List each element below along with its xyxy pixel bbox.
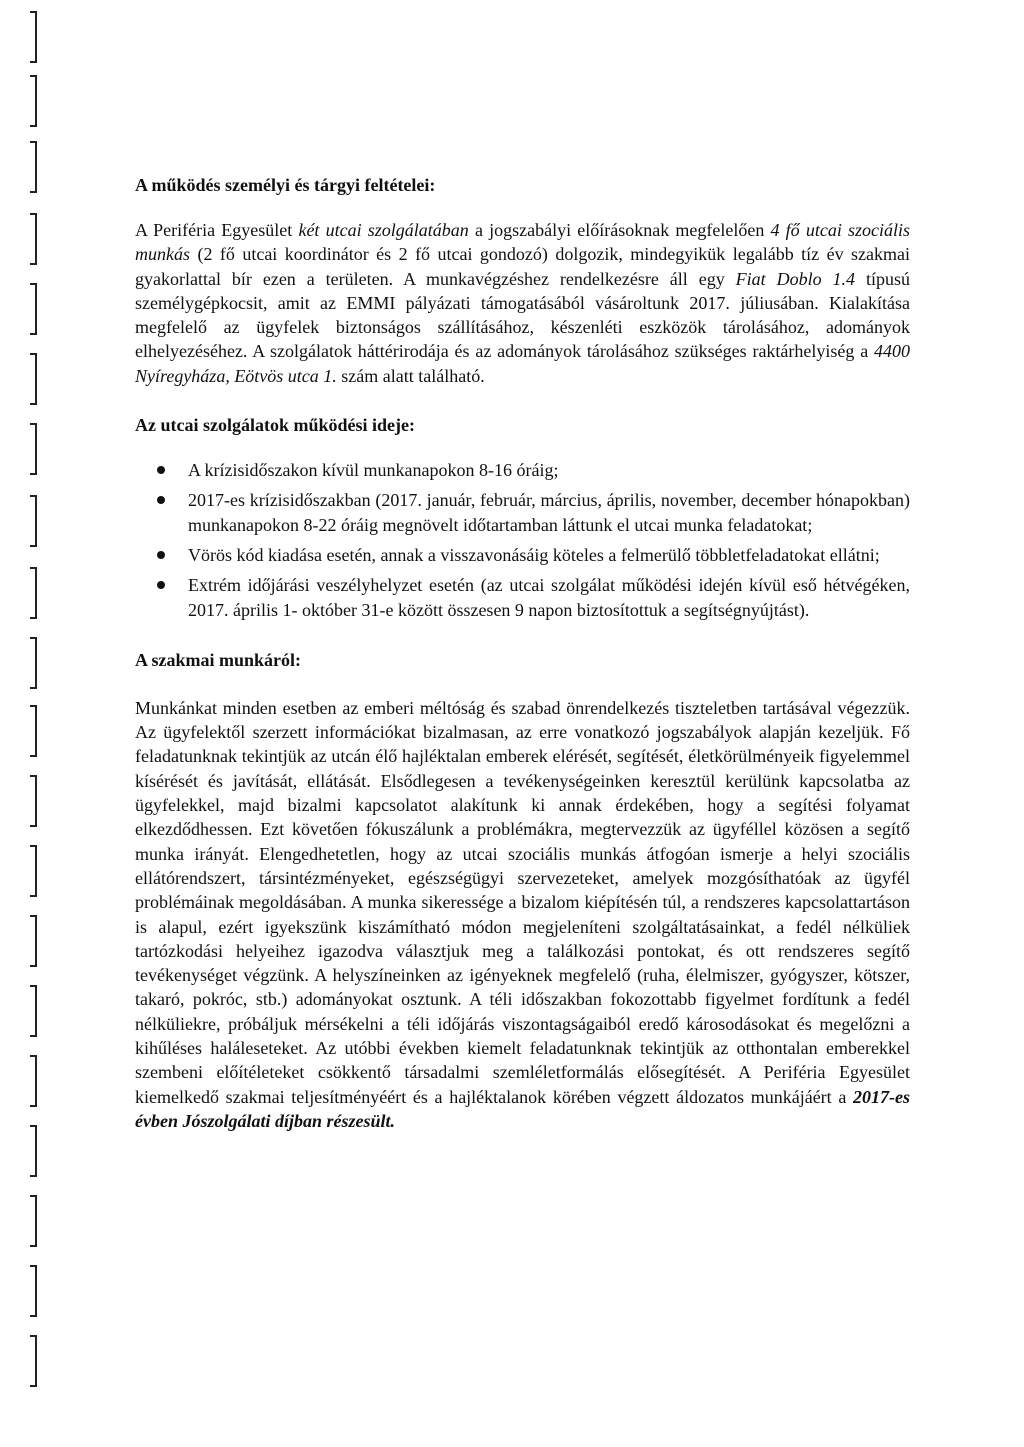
bullet-icon: [157, 581, 165, 589]
bullet-icon: [157, 551, 165, 559]
binder-mark: [20, 8, 44, 68]
section-heading-operating-hours: Az utcai szolgálatok működési ideje:: [135, 415, 415, 436]
text-run: típusú személygépkocsit, amit az EMMI pályázati támogatásából vásároltunk 2017. júliusában. Kialakítása megfelelő az ügyfelek biztonságos szállításához, készenléti eszközök tárolásához, adományok elhelyezéséhez. A szolgálatok háttérirodája és az adományok tárolásához szükséges raktárhelyiség a: [135, 268, 911, 362]
binder-mark: [20, 982, 44, 1042]
bullet-icon: [157, 496, 165, 504]
text-run-bold-italic: 2017-es évben Jószolgálati díjban részesült.: [135, 1086, 910, 1131]
professional-work-paragraph: [135, 696, 910, 1133]
binder-mark: [20, 842, 44, 902]
text-run: szám alatt található.: [336, 365, 485, 386]
binder-mark: [20, 702, 44, 762]
text-run-italic: 4 fő utcai szociális munkás: [135, 220, 911, 265]
list-item: [135, 573, 910, 622]
text-run: A Periféria Egyesület: [135, 220, 299, 240]
section-heading-conditions: A működés személyi és tárgyi feltételei:: [135, 175, 436, 195]
text-run-italic: 4400 Nyíregyháza, Eötvös utca 1.: [135, 341, 910, 386]
list-item: [135, 543, 910, 567]
binder-mark: [20, 420, 44, 480]
binder-mark: [20, 1052, 44, 1112]
text-run: (2 fő utcai koordinátor és 2 fő utcai gondozó) dolgozik, mindegyikük legalább tíz év szakmai gyakorlattal bír ezen a területen. A munkavégzéshez rendelkezésre áll egy: [135, 244, 910, 289]
list-item-text: Extrém időjárási veszélyhelyzet esetén (az utcai szolgálat működési idején kívül eső hétvégéken, 2017. április 1- október 31-e között összesen 9 napon biztosítottuk a segítségnyújtást).: [188, 575, 910, 620]
list-item: [135, 488, 910, 537]
text-run-italic: Fiat Doblo 1.4: [735, 268, 856, 289]
binder-hole-marks: [20, 0, 44, 1447]
list-item-text: A krízisidőszakon kívül munkanapokon 8-16 óráig;: [188, 460, 559, 481]
binder-mark: [20, 772, 44, 832]
text-run-italic: két utcai szolgálatában: [298, 220, 469, 240]
list-item: [135, 458, 910, 482]
conditions-paragraph: [135, 218, 910, 388]
binder-mark: [20, 350, 44, 410]
binder-mark: [20, 492, 44, 552]
binder-mark: [20, 1262, 44, 1322]
binder-mark: [20, 564, 44, 624]
binder-mark: [20, 138, 44, 198]
operating-hours-list: [135, 458, 910, 622]
binder-mark: [20, 280, 44, 340]
list-item-text: Vörös kód kiadása esetén, annak a visszavonásáig köteles a felmerülő többletfeladatokat ellátni;: [188, 544, 880, 565]
binder-mark: [20, 1122, 44, 1182]
binder-mark: [20, 1332, 44, 1392]
bullet-icon: [157, 466, 165, 474]
binder-mark: [20, 210, 44, 270]
text-run: Munkánkat minden esetben az emberi méltóság és szabad önrendelkezés tiszteletben tartásával végezzük. Az ügyfelektől szerzett információkat bizalmasan, az erre vonatkozó jogszabályok alapján kezeljük. Fő feladatunknak tekintjük az utcán élő hajléktalan emberek elérését, segítését, életkörülményeik figyelemmel kísérését és javítását, ellátását. Elsődlegesen a tevékenységeinken keresztül kerülünk kapcsolatba az ügyfelekkel, majd bizalmi kapcsolatot alakítunk ki annak érdekében, hogy a segítési folyamat elkezdődhessen. Ezt követően fókuszálunk a problémákra, megtervezzük az ügyféllel közösen a segítő munka irányát. Elengedhetetlen, hogy az utcai szociális munkás átfogóan ismerje a helyi szociális ellátórendszert, társintézményeket, egészségügyi szervezeteket, amelyek mozgósíthatóak az ügyfél problémáinak megoldásában. A munka sikeressége a bizalom kiépítésén túl, a rendszeres kapcsolattartáson is alapul, ezért igyekszünk kiszámítható módon megjeleníteni szolgáltatásainkat, a fedél nélküliek tartózkodási helyeihez igazodva választjuk meg a találkozási pontokat, és ott rendszeres segítő tevékenységet végzünk. A helyszíneinken az igényeknek megfelelő (ruha, élelmiszer, gyógyszer, kötszer, takaró, pokróc, stb.) adományokat osztunk. A téli időszakban fokozottabb figyelmet fordítunk a fedél nélküliekre, próbáljuk mérsékelni a téli időjárás viszontagságaiból eredő károsodásokat és megelőzni a kihűléses haláleseteket. Az utóbbi években kiemelt feladatunknak tekintjük az otthontalan emberekkel szembeni előítéleteket csökkentő társadalmi szemléletformálás elősegítését. A Periféria Egyesület kiemelkedő szakmai teljesítményéért és a hajléktalanok körében végzett áldozatos munkájáért a: [135, 697, 910, 1107]
binder-mark: [20, 1192, 44, 1252]
section-heading-professional-work: A szakmai munkáról:: [135, 649, 302, 670]
list-item-text: 2017-es krízisidőszakban (2017. január, február, március, április, november, december hónapokban) munkanapokon 8-22 óráig megnövelt időtartamban láttunk el utcai munka feladatokat;: [188, 490, 910, 535]
binder-mark: [20, 634, 44, 694]
text-run: a jogszabályi előírásoknak megfelelően: [468, 220, 771, 240]
document-body: [135, 173, 910, 1133]
binder-mark: [20, 912, 44, 972]
binder-mark: [20, 72, 44, 132]
